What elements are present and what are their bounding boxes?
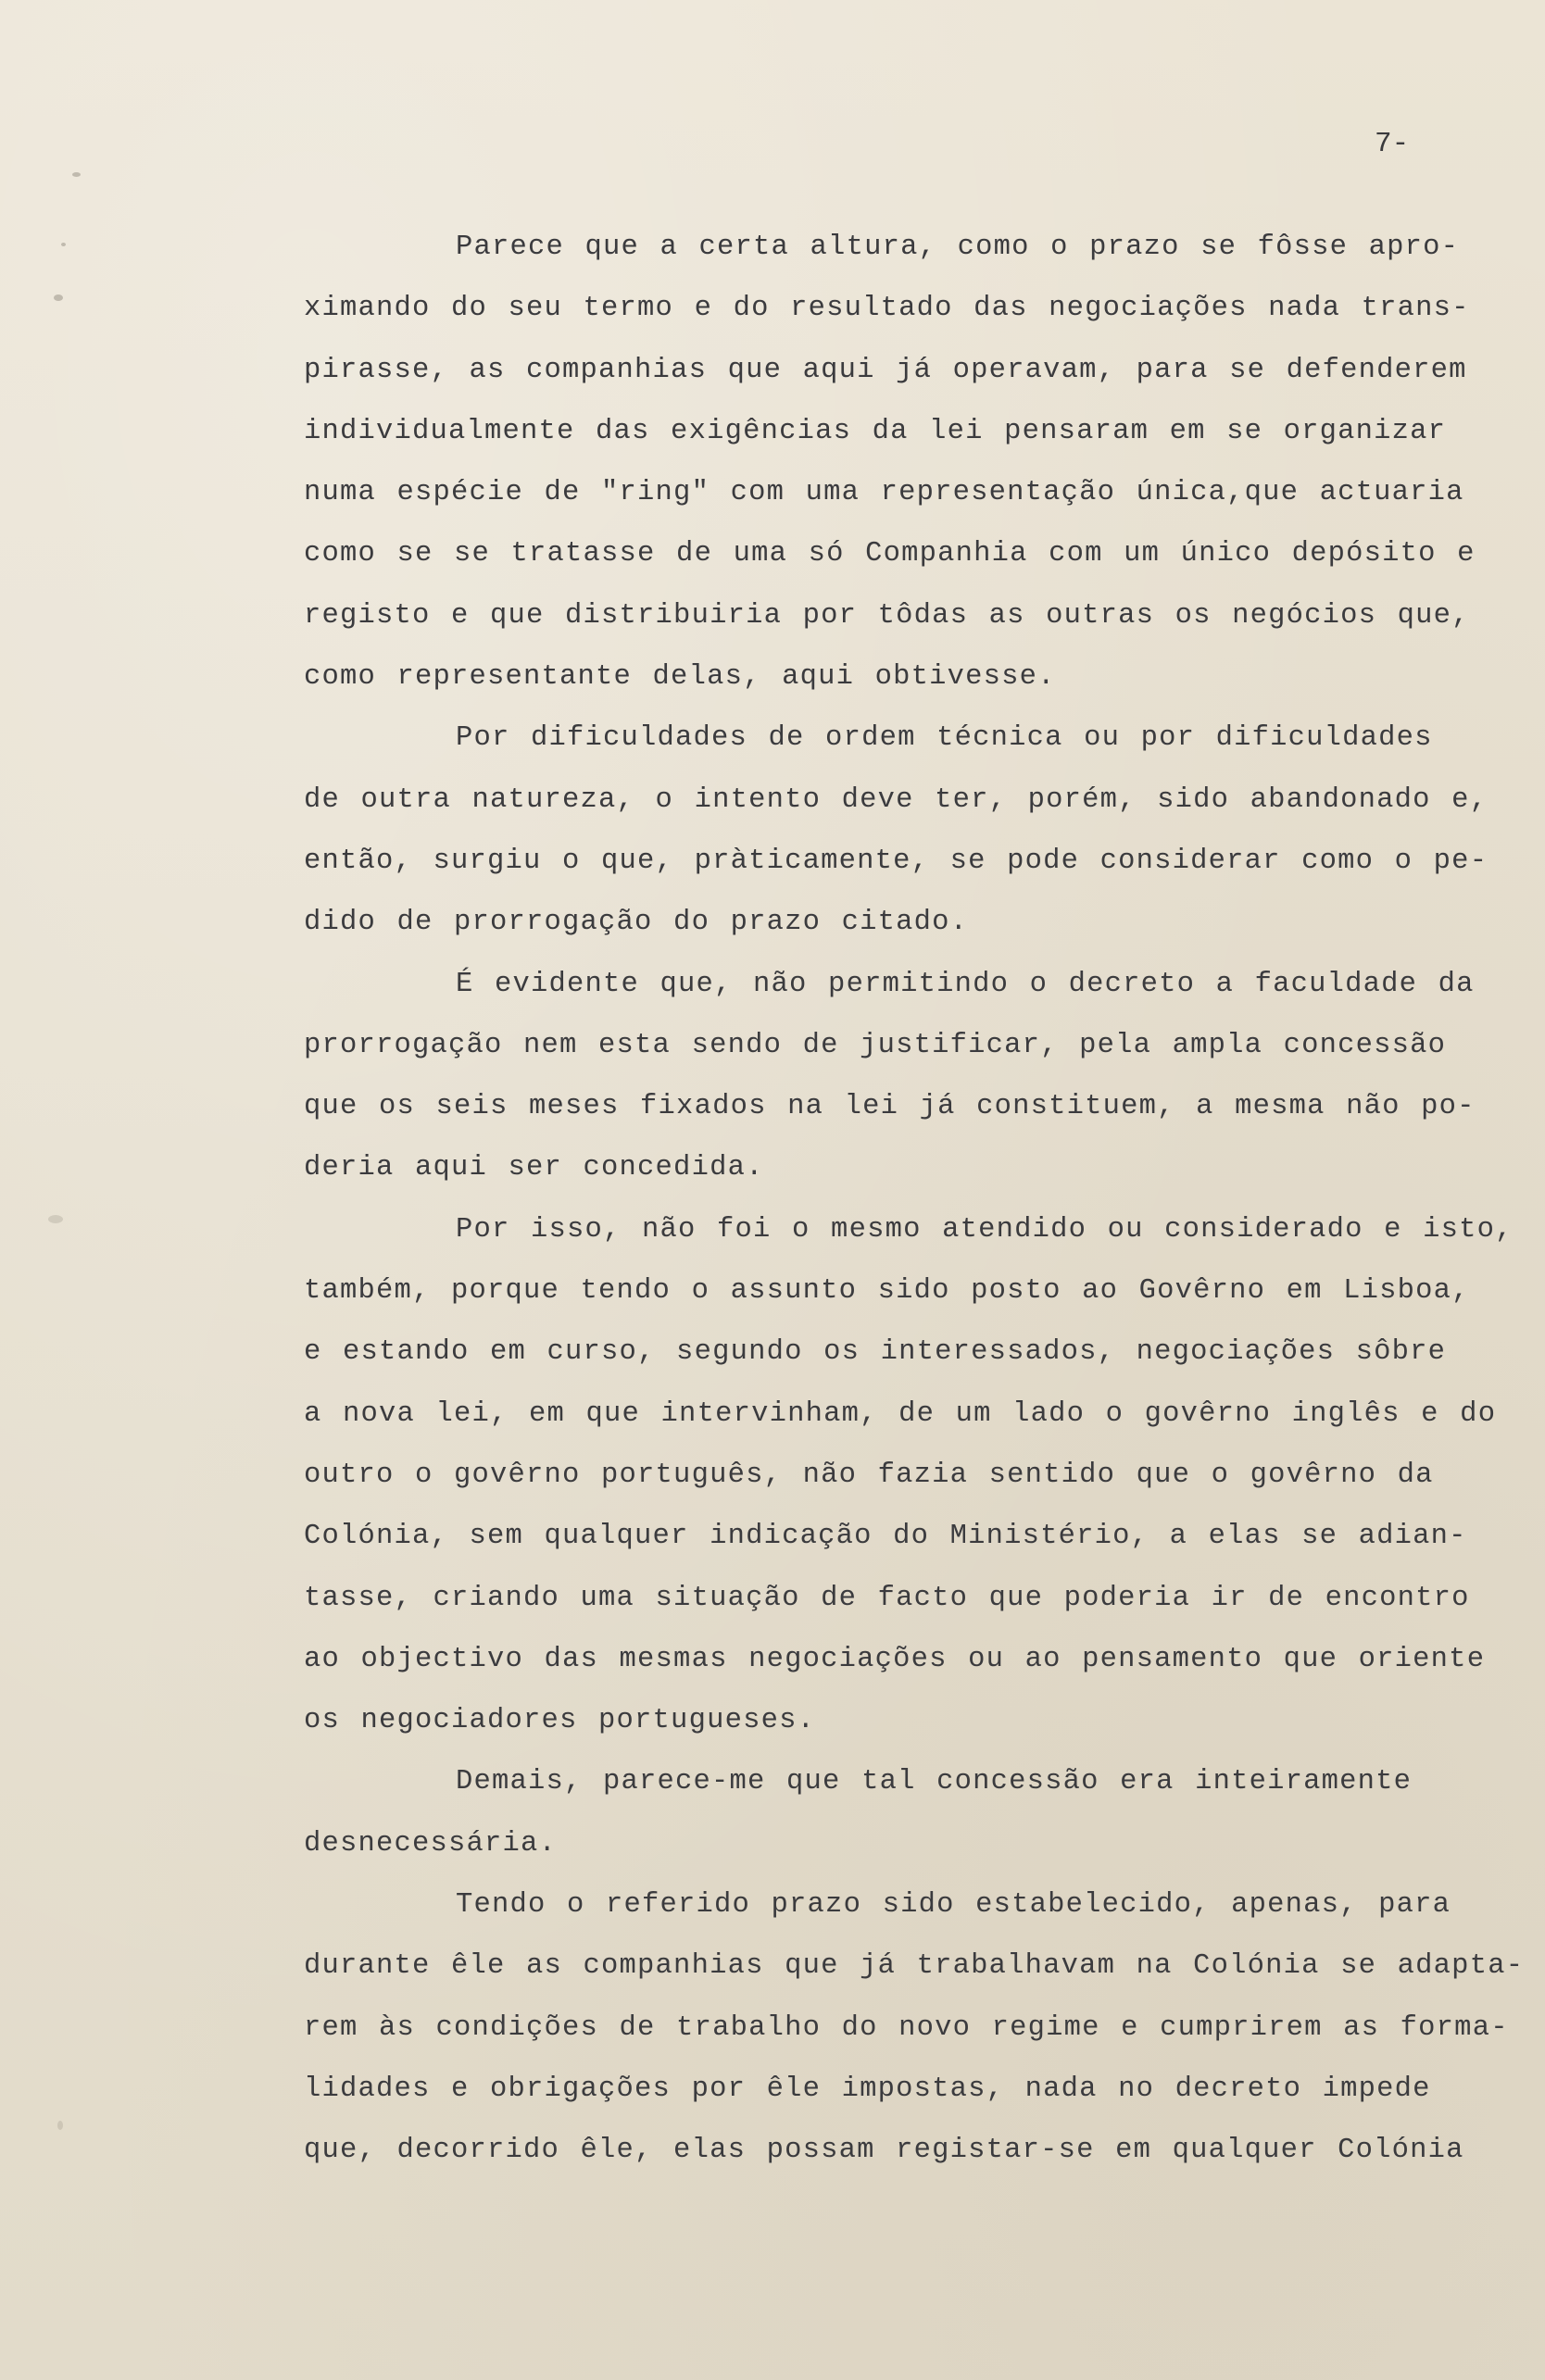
text-line: Tendo o referido prazo sido estabelecido, apenas, para — [456, 1889, 1451, 1922]
text-line: deria aqui ser concedida. — [304, 1152, 764, 1184]
text-line: a nova lei, em que intervinham, de um lado o govêrno inglês e do — [304, 1397, 1497, 1430]
paragraph — [304, 1199, 1514, 1752]
text-line: que os seis meses fixados na lei já constituem, a mesma não po- — [304, 1091, 1476, 1123]
text-line: Por dificuldades de ordem técnica ou por dificuldades — [456, 722, 1433, 755]
text-line: durante êle as companhias que já trabalhavam na Colónia se adapta- — [304, 1950, 1525, 1983]
text-line: como representante delas, aqui obtivesse. — [304, 661, 1056, 694]
text-line: de outra natureza, o intento deve ter, porém, sido abandonado e, — [304, 783, 1488, 816]
text-line: também, porque tendo o assunto sido posto ao Govêrno em Lisboa, — [304, 1275, 1470, 1308]
text-line: os negociadores portugueses. — [304, 1705, 816, 1737]
text-line: Colónia, sem qualquer indicação do Ministério, a elas se adian- — [304, 1521, 1467, 1553]
text-line: ao objectivo das mesmas negociações ou ao pensamento que oriente — [304, 1643, 1486, 1675]
text-line: rem às condições de trabalho do novo regime e cumprirem as forma- — [304, 2011, 1509, 2044]
text-line: pirasse, as companhias que aqui já operavam, para se defenderem — [304, 354, 1467, 386]
text-line: prorrogação nem esta sendo de justificar, pela ampla concessão — [304, 1029, 1447, 1061]
text-line: então, surgiu o que, pràticamente, se pode considerar como o pe- — [304, 845, 1488, 877]
text-line: Parece que a certa altura, como o prazo se fôsse apro- — [456, 232, 1460, 263]
text-line: Demais, parece-me que tal concessão era inteiramente — [456, 1766, 1413, 1798]
paper-spot — [61, 243, 66, 246]
paragraph — [304, 1874, 1525, 2181]
paper-spot — [54, 294, 63, 301]
paragraph — [304, 708, 1508, 953]
text-line: registo e que distribuiria por tôdas as outras os negócios que, — [304, 599, 1470, 632]
text-line: lidades e obrigações por êle impostas, nada no decreto impede — [304, 2073, 1431, 2105]
text-line: que, decorrido êle, elas possam registar-se em qualquer Colónia — [304, 2135, 1464, 2167]
text-line: tasse, criando uma situação de facto que poderia ir de encontro — [304, 1582, 1470, 1614]
paper-spot — [72, 172, 81, 177]
text-line: dido de prorrogação do prazo citado. — [304, 907, 969, 939]
paragraph — [304, 1751, 1508, 1874]
paragraph — [304, 954, 1508, 1199]
text-line: outro o govêrno português, não fazia sentido que o govêrno da — [304, 1459, 1434, 1491]
text-line: Por isso, não foi o mesmo atendido ou considerado e isto, — [456, 1213, 1514, 1246]
text-line: desnecessária. — [304, 1827, 558, 1860]
text-line: como se se tratasse de uma só Companhia com um único depósito e — [304, 538, 1476, 570]
page-number: 7- — [1375, 128, 1410, 160]
text-line: numa espécie de "ring" com uma representação única,que actuaria — [304, 477, 1464, 509]
typed-text-body — [304, 217, 1525, 2182]
text-line: ximando do seu termo e do resultado das negociações nada trans- — [304, 293, 1470, 325]
paragraph — [304, 217, 1508, 708]
paper-spot — [57, 2121, 63, 2130]
text-line: e estando em curso, segundo os interessados, negociações sôbre — [304, 1336, 1447, 1369]
text-line: É evidente que, não permitindo o decreto a faculdade da — [456, 968, 1475, 1000]
paper-spot — [48, 1215, 63, 1223]
text-line: individualmente das exigências da lei pensaram em se organizar — [304, 415, 1447, 447]
